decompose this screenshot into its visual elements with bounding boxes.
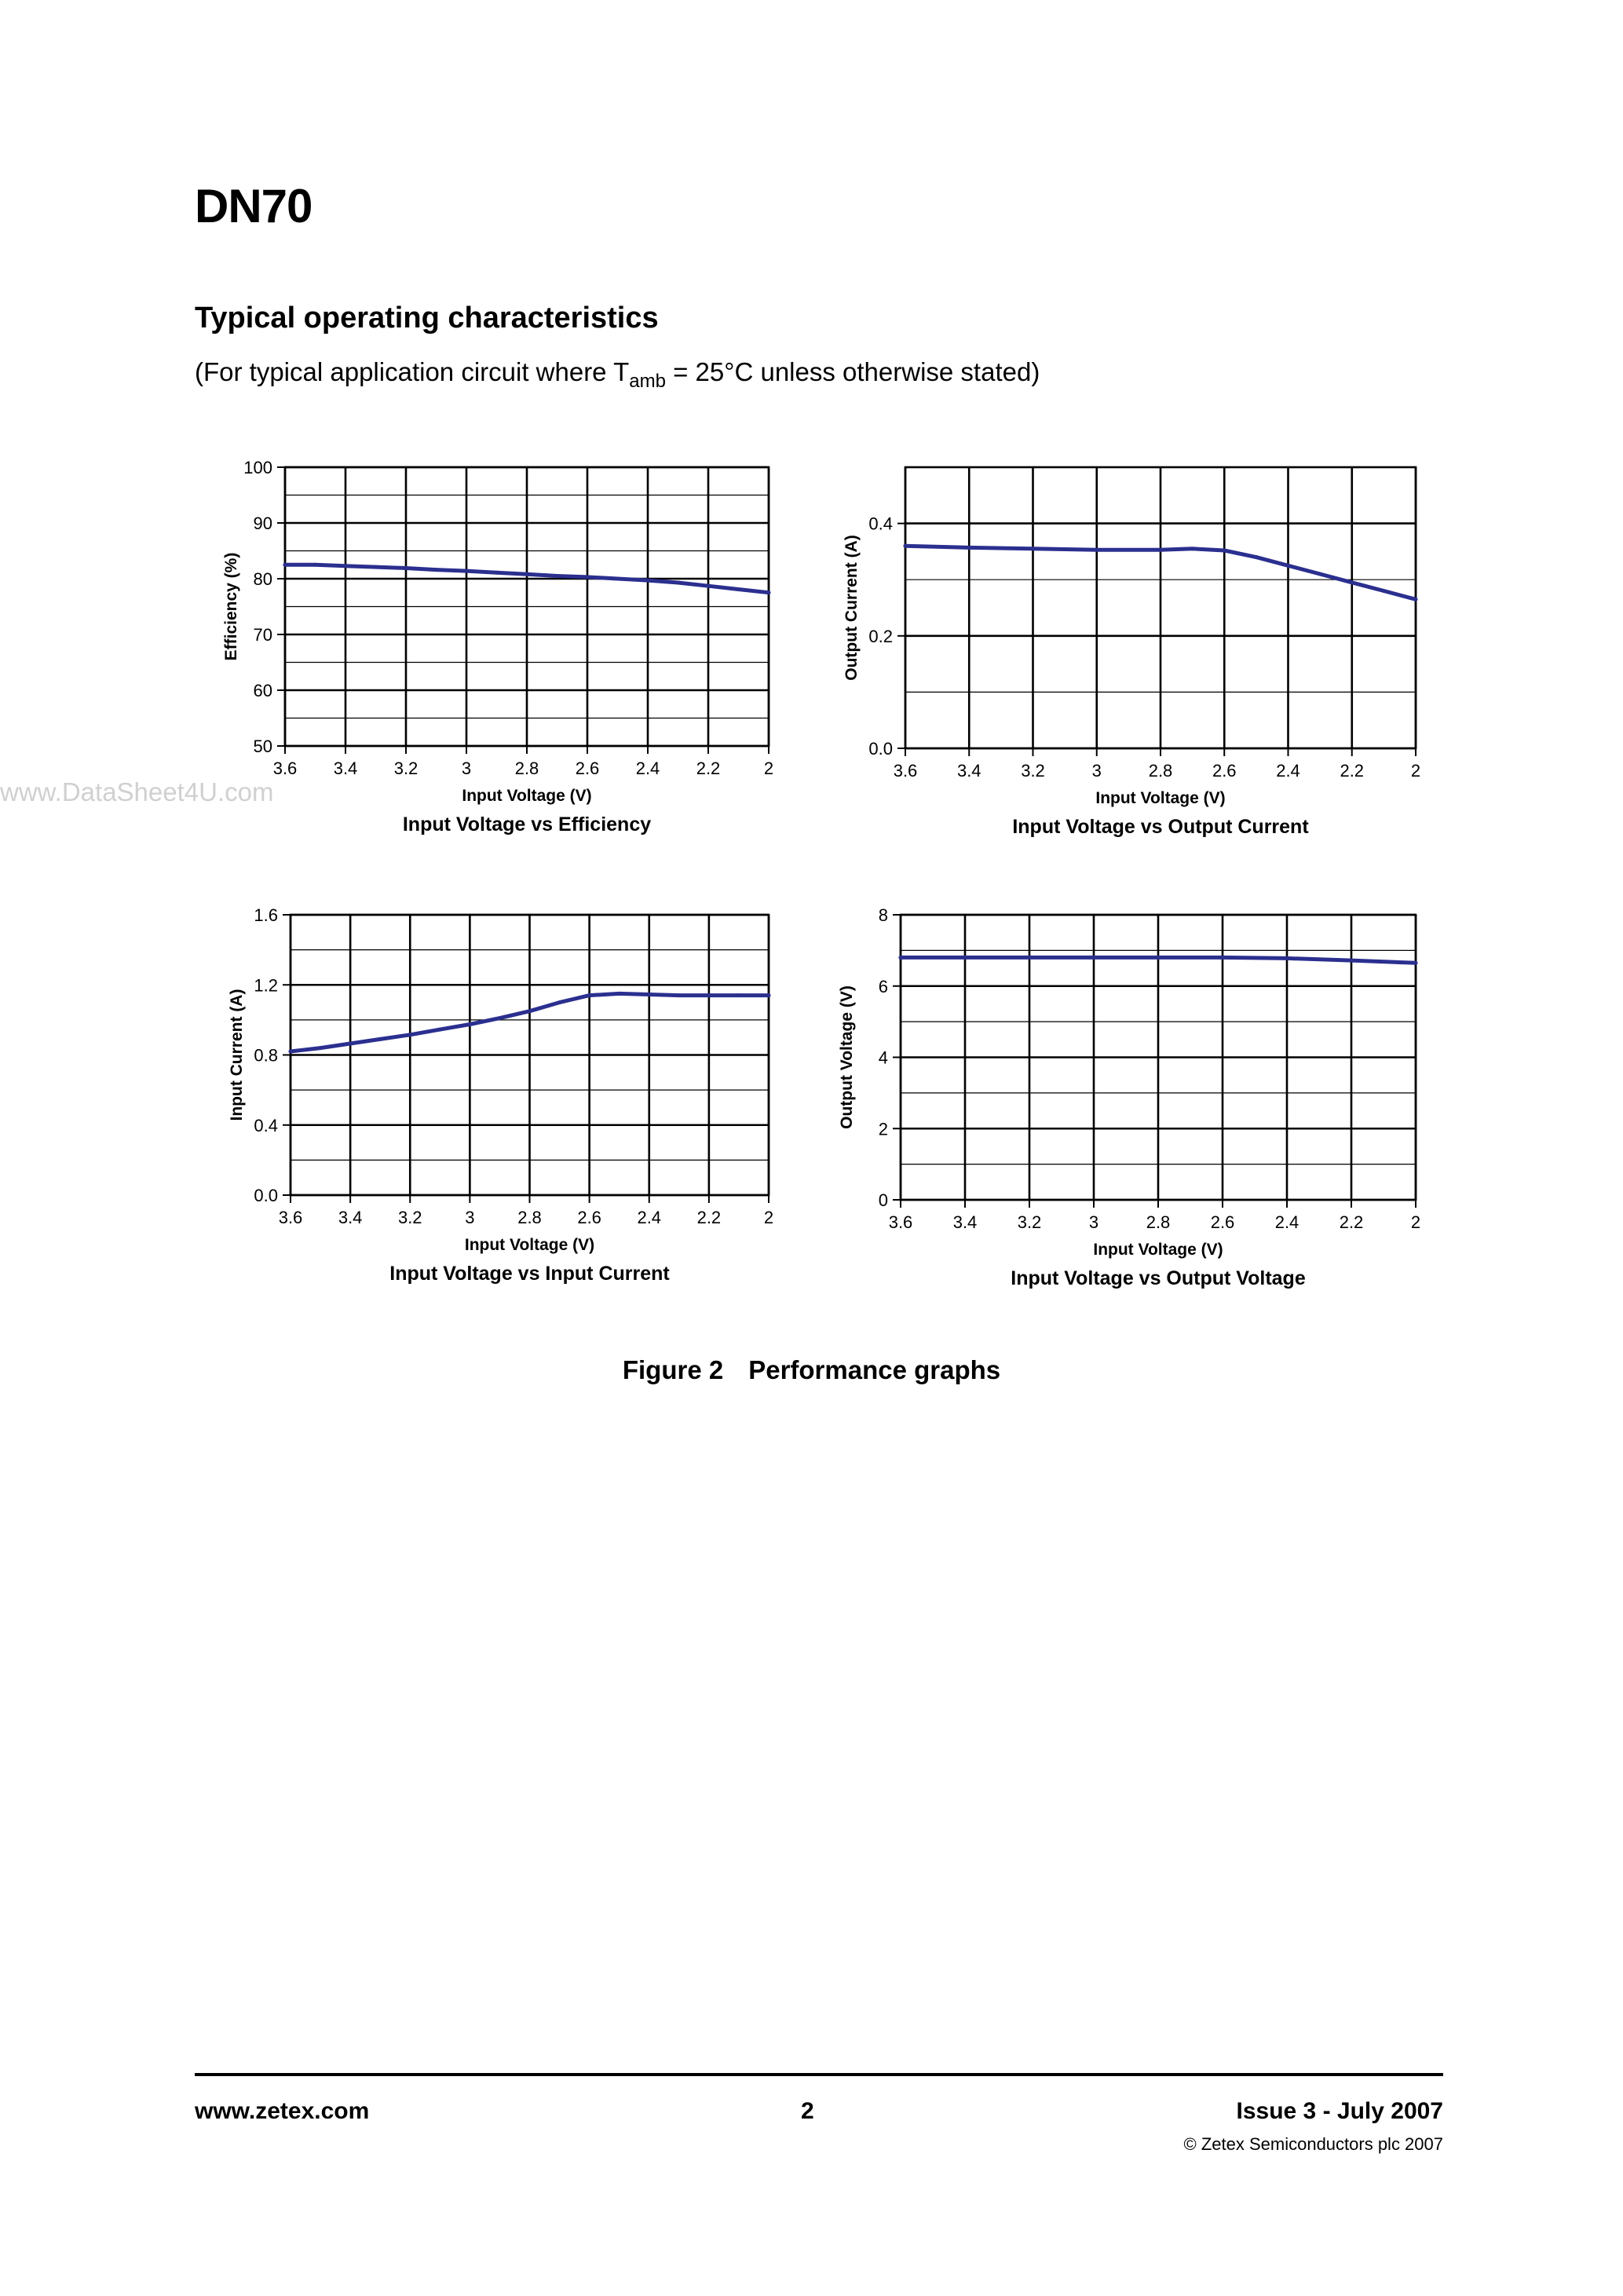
y-axis-label: Output Voltage (V) xyxy=(838,985,856,1129)
footer-rule xyxy=(195,2073,1443,2076)
section-note xyxy=(195,357,1040,393)
watermark: www.DataSheet4U.com xyxy=(0,777,274,806)
y-tick-label: 50 xyxy=(253,737,272,756)
data-point xyxy=(1414,961,1418,965)
data-point xyxy=(707,584,711,588)
y-tick-label: 100 xyxy=(243,458,272,477)
y-tick-label: 4 xyxy=(878,1047,888,1068)
data-point xyxy=(767,993,771,997)
copyright: © Zetex Semiconductors plc 2007 xyxy=(1183,2134,1443,2154)
x-tick-label: 3.4 xyxy=(338,1208,363,1227)
data-point xyxy=(465,569,469,573)
data-point xyxy=(617,992,621,996)
page-number: 2 xyxy=(801,2098,814,2124)
data-point xyxy=(1159,548,1163,552)
y-axis-label: Efficiency (%) xyxy=(222,552,240,661)
x-tick-label: 3 xyxy=(461,759,472,778)
data-point xyxy=(434,568,438,572)
data-point xyxy=(737,587,740,591)
x-tick-label: 2.8 xyxy=(514,759,539,778)
data-point xyxy=(404,566,408,570)
chart-caption: Input Voltage vs Output Voltage xyxy=(1011,1267,1306,1289)
data-point xyxy=(1382,589,1386,593)
y-tick-label: 1.2 xyxy=(254,975,278,996)
data-point xyxy=(899,956,903,960)
data-point xyxy=(525,572,529,576)
y-tick-label: 80 xyxy=(253,569,272,589)
data-point xyxy=(676,580,680,584)
x-tick-label: 3.6 xyxy=(272,759,298,778)
x-tick-label: 3.2 xyxy=(1021,761,1045,781)
data-point xyxy=(1286,564,1290,568)
y-tick-label: 1.6 xyxy=(254,905,278,925)
data-point xyxy=(468,1022,472,1026)
y-tick-label: 60 xyxy=(253,681,272,700)
y-tick-label: 0.0 xyxy=(254,1186,278,1205)
footer-url: www.zetex.com xyxy=(195,2098,370,2124)
x-tick-label: 3.4 xyxy=(956,761,981,781)
data-point xyxy=(1285,956,1289,960)
x-tick-label: 2.4 xyxy=(635,759,660,778)
data-point xyxy=(967,546,971,550)
data-point xyxy=(1092,956,1096,960)
data-point xyxy=(374,565,378,569)
note-subscript: amb xyxy=(629,371,666,392)
data-point xyxy=(767,590,771,594)
figure-title: Performance graphs xyxy=(748,1355,1001,1384)
data-point xyxy=(1221,956,1225,960)
x-tick-label: 2.2 xyxy=(1340,761,1365,781)
y-tick-label: 90 xyxy=(253,514,272,533)
data-point xyxy=(1157,956,1161,960)
y-tick-label: 70 xyxy=(253,625,272,645)
y-axis-label: Input Current (A) xyxy=(228,989,246,1121)
data-point xyxy=(1095,548,1098,552)
note-prefix: (For typical application circuit where T xyxy=(195,357,630,386)
x-tick-label: 3.2 xyxy=(393,759,419,778)
data-point xyxy=(1254,555,1258,559)
data-point xyxy=(408,1033,412,1036)
x-tick-label: 3 xyxy=(1088,1212,1099,1232)
y-tick-label: 2 xyxy=(878,1119,888,1139)
y-tick-label: 0.4 xyxy=(254,1115,278,1135)
y-tick-label: 0 xyxy=(878,1190,888,1210)
x-tick-label: 2.8 xyxy=(1146,1212,1171,1232)
data-point xyxy=(677,993,681,997)
y-tick-label: 0.4 xyxy=(868,514,893,534)
x-tick-label: 3.4 xyxy=(952,1212,978,1232)
y-tick-label: 0.0 xyxy=(868,739,893,759)
output-voltage-chart xyxy=(817,887,1623,1311)
data-point xyxy=(1414,598,1418,601)
x-tick-label: 3.4 xyxy=(333,759,358,778)
x-tick-label: 3.6 xyxy=(893,761,918,781)
x-tick-label: 2.6 xyxy=(1210,1212,1235,1232)
data-point xyxy=(646,579,650,583)
issue-date: Issue 3 - July 2007 xyxy=(1236,2098,1443,2124)
x-tick-label: 2 xyxy=(1410,761,1421,781)
data-point xyxy=(528,1009,532,1013)
x-axis-label: Input Voltage (V) xyxy=(1095,789,1226,807)
x-tick-label: 2.8 xyxy=(517,1208,542,1227)
x-tick-label: 2.6 xyxy=(1212,761,1237,781)
data-point xyxy=(904,544,908,548)
chart-caption: Input Voltage vs Efficiency xyxy=(402,813,652,835)
x-tick-label: 3.6 xyxy=(888,1212,913,1232)
data-point xyxy=(1350,959,1354,963)
x-tick-label: 3 xyxy=(465,1208,475,1227)
data-point xyxy=(1031,547,1035,550)
y-tick-label: 0.8 xyxy=(254,1045,278,1066)
data-point xyxy=(1223,548,1226,552)
data-point xyxy=(1318,572,1322,576)
data-point xyxy=(313,563,317,567)
x-tick-label: 3.2 xyxy=(1017,1212,1042,1232)
data-point xyxy=(289,1050,293,1054)
data-point xyxy=(349,1041,353,1045)
x-tick-label: 3.6 xyxy=(278,1208,303,1227)
x-tick-label: 2.6 xyxy=(577,1208,601,1227)
data-point xyxy=(319,1046,323,1050)
x-tick-label: 2.2 xyxy=(1339,1212,1364,1232)
x-axis-label: Input Voltage (V) xyxy=(462,787,592,805)
chart-caption: Input Voltage vs Input Current xyxy=(389,1263,670,1285)
x-tick-label: 3 xyxy=(1091,761,1102,781)
y-tick-label: 0.2 xyxy=(868,626,893,646)
data-point xyxy=(498,1016,502,1020)
data-point xyxy=(378,1037,382,1041)
x-tick-label: 2.2 xyxy=(696,759,721,778)
data-point xyxy=(557,1000,561,1004)
y-axis-label: Output Current (A) xyxy=(843,535,861,681)
data-point xyxy=(707,993,711,997)
doc-title: DN70 xyxy=(195,180,313,232)
data-point xyxy=(963,956,967,960)
chart-caption: Input Voltage vs Output Current xyxy=(1012,816,1309,838)
data-point xyxy=(586,575,590,579)
x-tick-label: 2.4 xyxy=(1276,761,1300,781)
x-tick-label: 2.6 xyxy=(575,759,600,778)
x-axis-label: Input Voltage (V) xyxy=(464,1236,595,1254)
x-axis-label: Input Voltage (V) xyxy=(1093,1241,1223,1259)
x-tick-label: 2.2 xyxy=(696,1208,722,1227)
data-point xyxy=(1028,956,1032,960)
x-tick-label: 3.2 xyxy=(397,1208,422,1227)
y-tick-label: 6 xyxy=(878,976,888,996)
data-point xyxy=(737,993,740,997)
note-suffix: = 25°C unless otherwise stated) xyxy=(665,357,1040,386)
data-point xyxy=(438,1028,442,1032)
data-point xyxy=(1350,580,1354,584)
x-tick-label: 2 xyxy=(1410,1212,1421,1232)
figure-label: Figure 2 xyxy=(622,1355,724,1384)
data-point xyxy=(495,571,499,575)
x-tick-label: 2.8 xyxy=(1148,761,1173,781)
x-tick-label: 2.4 xyxy=(1274,1212,1299,1232)
x-tick-label: 2.4 xyxy=(637,1208,662,1227)
input-current-chart xyxy=(0,887,817,1311)
data-point xyxy=(647,993,651,996)
section-title: Typical operating characteristics xyxy=(195,302,659,335)
x-tick-label: 2 xyxy=(763,1208,774,1227)
data-point xyxy=(283,563,287,567)
x-tick-label: 2 xyxy=(763,759,774,778)
data-point xyxy=(1190,547,1194,550)
data-point xyxy=(555,574,559,578)
data-point xyxy=(344,564,348,568)
data-point xyxy=(587,993,591,997)
y-tick-label: 8 xyxy=(878,905,888,925)
figure-caption xyxy=(0,1355,1623,1385)
output-current-chart xyxy=(817,440,1623,864)
efficiency-chart xyxy=(0,440,817,864)
data-point xyxy=(616,577,620,581)
